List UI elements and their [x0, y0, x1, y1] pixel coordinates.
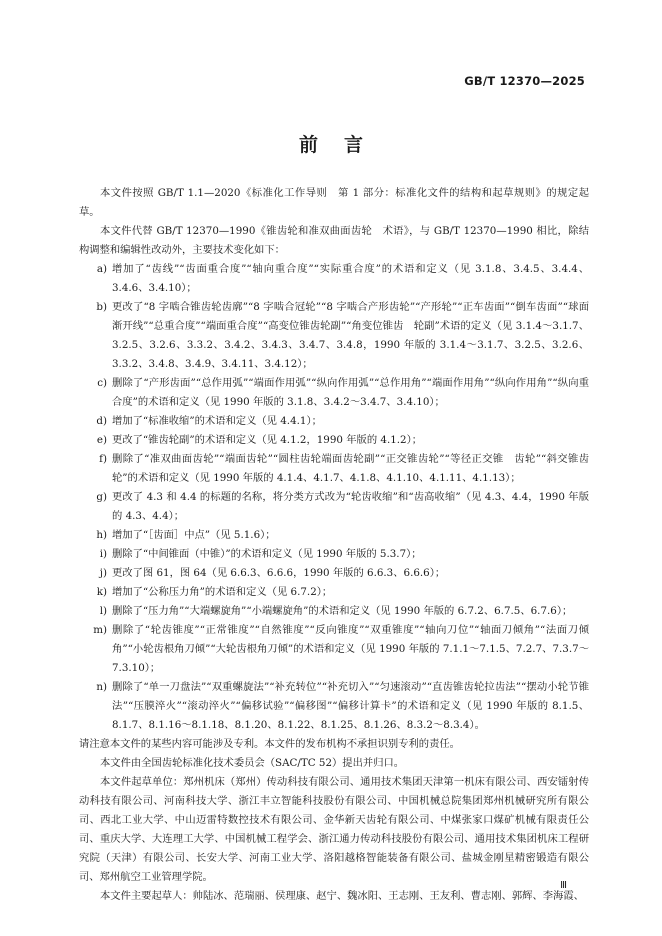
list-item-label: k) — [96, 586, 107, 598]
list-item-text: 更改了图 61，图 64（见 6.6.3、6.6.6，1990 年版的 6.6.3、6.6.6）； — [112, 567, 446, 579]
list-item-label: b) — [96, 301, 107, 313]
list-item — [79, 526, 589, 545]
list-item-text: 删除了“压力角”“大端螺旋角”“小端螺旋角”的术语和定义（见 1990 年版的 6.7.2、6.7.5、6.7.6）； — [112, 605, 573, 617]
list-item-text: 删除了“产形齿面”“总作用弧”“端面作用弧”“纵向作用弧”“总作用角”“端面作用角”“纵向作用角”“纵向重合度”的术语和定义（见 1990 年版的 3.1.8、3.4.2～3.4.7、3.4.10）； — [112, 377, 589, 408]
list-item-text: 删除了“准双曲面齿轮”“端面齿轮”“圆柱齿轮端面齿轮副”“正交锥齿轮”“等径正交锥 齿轮”“斜交锥齿轮”的术语和定义（见 1990 年版的 4.1.4、4.1.7、4.1.8、4.1.10、4.1.11、4.1.13）； — [112, 453, 589, 484]
list-item — [79, 602, 589, 621]
intro-paragraph: 本文件按照 GB/T 1.1—2020《标准化工作导则 第 1 部分：标准化文件的结构和起草规则》的规定起草。 — [79, 187, 589, 218]
list-item-text: 删除了“中间锥面（中锥）”的术语和定义（见 1990 年版的 5.3.7）； — [112, 548, 422, 560]
list-item — [79, 621, 589, 678]
drafters-paragraph: 本文件主要起草人：帅陆冰、范瑞丽、侯理康、赵宁、魏冰阳、王志刚、王友利、曹志刚、郭辉、李海霞、 — [100, 890, 584, 902]
list-item-label: l) — [99, 605, 107, 617]
list-item — [79, 678, 589, 735]
standard-code: GB/T 12370—2025 — [464, 74, 585, 88]
page-number: Ⅲ — [560, 880, 567, 891]
list-item-text: 增加了“标准收缩”的术语和定义（见 4.4.1）； — [112, 415, 322, 427]
page-title: 前言 — [298, 134, 389, 156]
list-item-text: 增加了“公称压力角”的术语和定义（见 6.7.2）； — [112, 586, 333, 598]
list-item-label: f) — [99, 453, 107, 465]
list-item-text: 删除了“单一刀盘法”“双重螺旋法”“补充转位”“补充切入”“匀速滚动”“直齿锥齿轮拉齿法”“摆动小轮节锥法”“压膜淬火”“滚动淬火”“偏移试验”“偏移图”“偏移计算卡”的术语和定义（见 1990 年版的 8.1.5、8.1.7、8.1.16～8.1.18、8.1.20、8.1.22、8.1.25、8.1.26、8.3.2～8.3.4）。 — [112, 681, 589, 731]
committee-paragraph: 本文件由全国齿轮标准化技术委员会（SAC/TC 52）提出并归口。 — [100, 757, 405, 769]
list-item-label: c) — [97, 377, 107, 389]
list-item-label: d) — [96, 415, 107, 427]
document-body — [79, 184, 589, 906]
list-item-text: 更改了“锥齿轮副”的术语和定义（见 4.1.2，1990 年版的 4.1.2）； — [112, 434, 423, 446]
list-item — [79, 374, 589, 412]
list-item — [79, 412, 589, 431]
list-item-label: e) — [96, 434, 107, 446]
list-item — [79, 260, 589, 298]
list-item — [79, 450, 589, 488]
list-item — [79, 431, 589, 450]
intro-paragraph: 本文件代替 GB/T 12370—1990《锥齿轮和准双曲面齿轮 术语》，与 GB/T 12370—1990 相比，除结构调整和编辑性改动外，主要技术变化如下： — [79, 225, 589, 256]
drafting-units-paragraph: 本文件起草单位：郑州机床（郑州）传动科技有限公司、通用技术集团天津第一机床有限公司、西安镭射传动科技有限公司、河南科技大学、浙江丰立智能科技股份有限公司、中国机械总院集团郑州机械研究所有限公司、西北工业大学、中山迈雷特数控技术有限公司、金华新天齿轮有限公司、中煤张家口煤矿机械有限责任公司、重庆大学、大连理工大学、中国机械工程学会、浙江通力传动科技股份有限公司、通用技术集团机床工程研究院（天津）有限公司、长安大学、河南工业大学、洛阳越格智能装备有限公司、盐城金刚星精密锻造有限公司、郑州航空工业管理学院。 — [79, 776, 589, 883]
list-item-text: 增加了“［齿面］中点”（见 5.1.6）； — [112, 529, 276, 541]
list-item-text: 更改了“8 字啮合锥齿轮齿廓”“8 字啮合冠轮”“8 字啮合产形齿轮”“产形轮”“正车齿面”“倒车齿面”“球面渐开线”“总重合度”“端面重合度”“高变位锥齿轮副”“角变位锥齿 轮副”术语的定义（见 3.1.4～3.1.7、3.2.5、3.2.6、3.3.2、3.4.2、3.4.3、3.4.7、3.4.8，1990 年版的 3.1.4～3.1.7、3.2.5、3.2.6、3.3.2、3.4.8、3.4.9、3.4.11、3.4.12）； — [112, 301, 589, 370]
list-item-text: 更改了 4.3 和 4.4 的标题的名称，将分类方式改为“轮齿收缩”和“齿高收缩”（见 4.3、4.4，1990 年版的 4.3、4.4）； — [112, 491, 589, 522]
list-item-label: m) — [93, 624, 107, 636]
list-item-label: h) — [96, 529, 107, 541]
list-item — [79, 545, 589, 564]
list-item-label: n) — [96, 681, 107, 693]
list-item — [79, 583, 589, 602]
list-item-label: i) — [99, 548, 107, 560]
list-item-label: a) — [96, 263, 107, 275]
patent-notice: 请注意本文件的某些内容可能涉及专利。本文件的发布机构不承担识别专利的责任。 — [79, 738, 460, 750]
list-item-text: 增加了“齿线”“齿面重合度”“轴向重合度”“实际重合度”的术语和定义（见 3.1.8、3.4.5、3.4.4、3.4.6、3.4.10）； — [112, 263, 589, 294]
change-list — [79, 260, 589, 735]
list-item — [79, 298, 589, 374]
list-item — [79, 488, 589, 526]
list-item-text: 删除了“轮齿锥度”“正常锥度”“自然锥度”“反向锥度”“双重锥度”“轴向刀位”“轴面刀倾角”“法面刀倾角”“小轮齿根角刀倾”“大轮齿根角刀倾”的术语和定义（见 1990 年版的 7.1.1～7.1.5、7.2.7、7.3.7～7.3.10）； — [112, 624, 589, 674]
list-item-label: j) — [99, 567, 107, 579]
list-item — [79, 564, 589, 583]
list-item-label: g) — [96, 491, 107, 503]
